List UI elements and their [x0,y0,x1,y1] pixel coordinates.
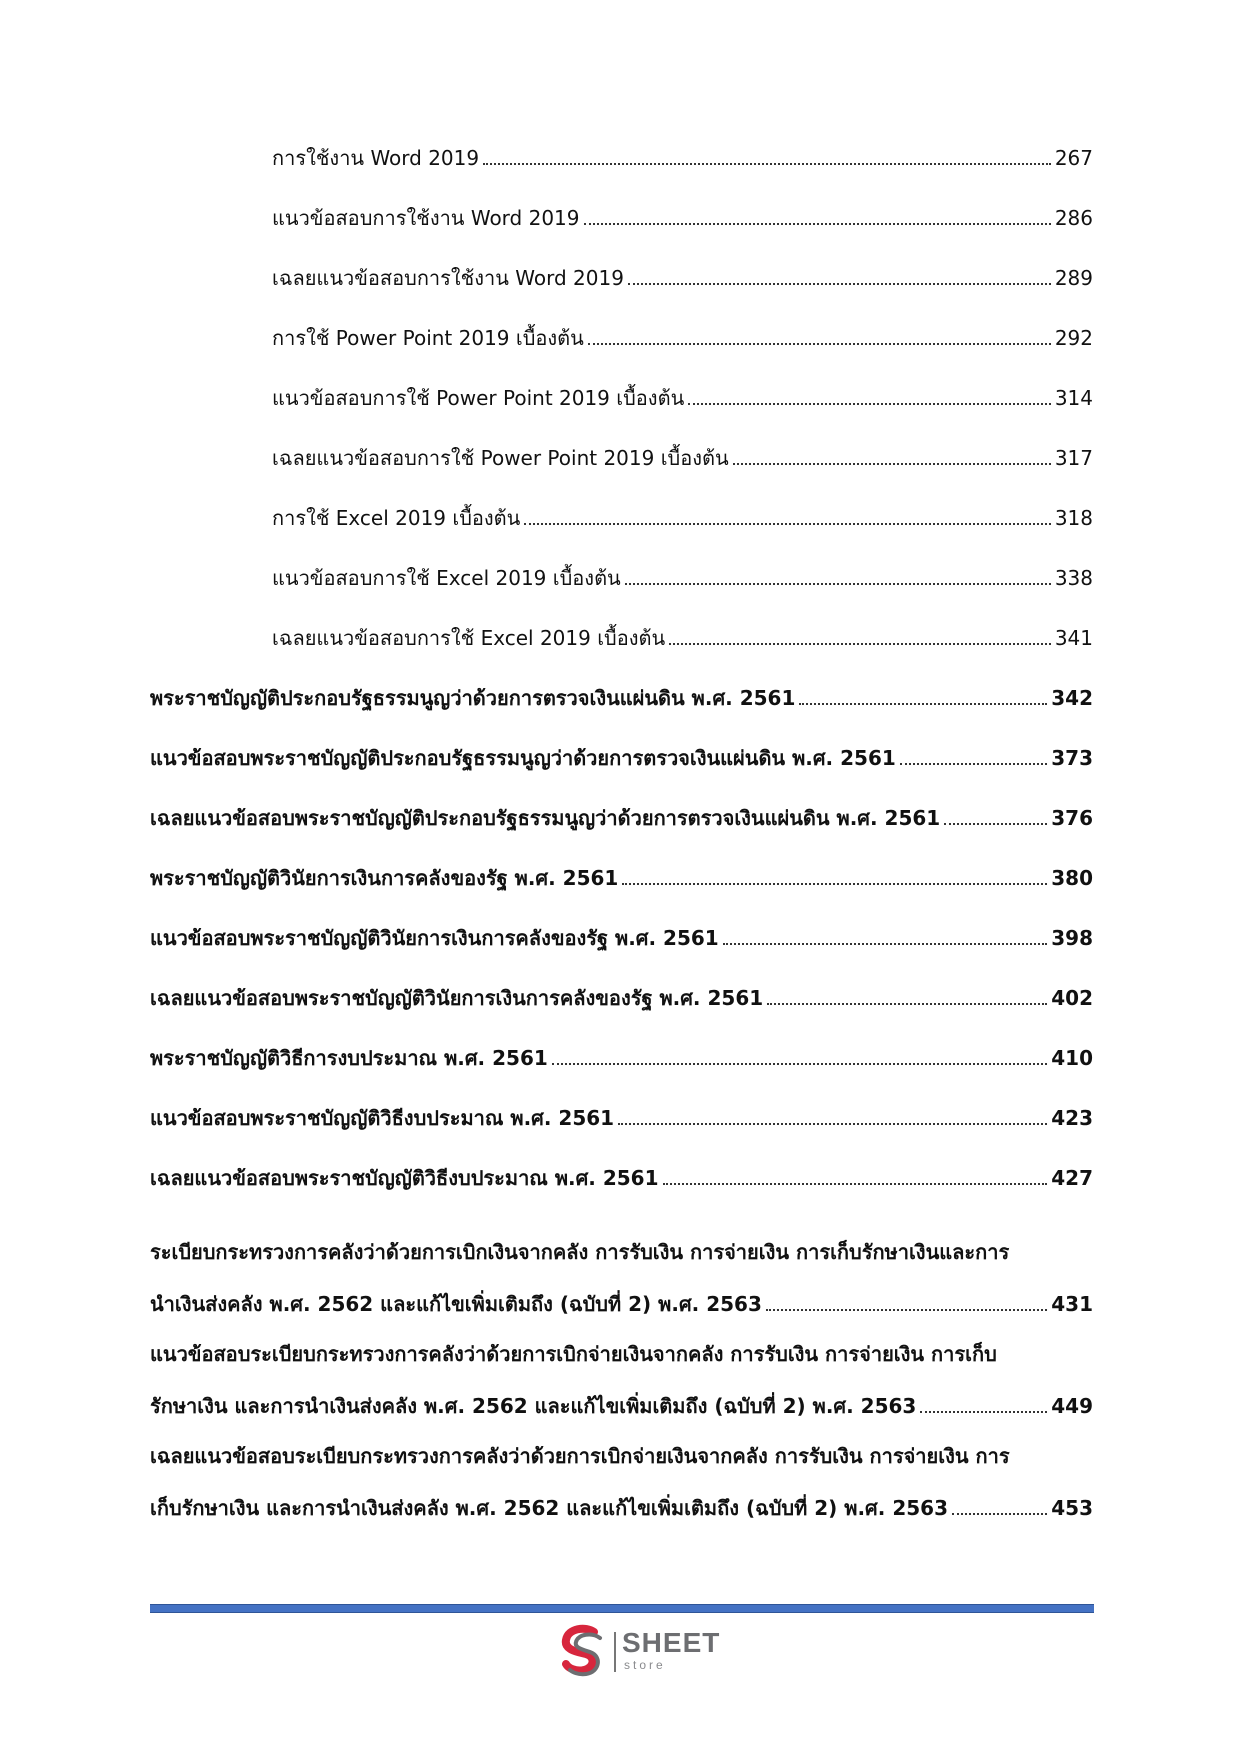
toc-entry-page: 380 [1051,866,1093,890]
toc-entry-page: 292 [1054,326,1093,350]
dot-leader [920,1411,1047,1413]
toc-entry[interactable] [150,1046,1093,1070]
sheet-store-logo [556,1624,736,1682]
toc-entry-title: พระราชบัญญัติประกอบรัฐธรรมนูญว่าด้วยการตรวจเงินแผ่นดิน พ.ศ. 2561 [150,686,796,710]
toc-entry[interactable] [150,1240,1093,1316]
toc-entry[interactable] [150,1444,1093,1520]
toc-entry-page: 267 [1054,146,1093,170]
dot-leader [767,1003,1047,1005]
toc-entry[interactable] [150,926,1093,950]
toc-entry-title: นำเงินส่งคลัง พ.ศ. 2562 และแก้ไขเพิ่มเติมถึง (ฉบับที่ 2) พ.ศ. 2563 [150,1292,762,1316]
dot-leader [944,823,1047,825]
toc-entry-page: 338 [1054,566,1093,590]
toc-entry-title: รักษาเงิน และการนำเงินส่งคลัง พ.ศ. 2562 และแก้ไขเพิ่มเติมถึง (ฉบับที่ 2) พ.ศ. 2563 [150,1394,917,1418]
toc-entry-title: แนวข้อสอบพระราชบัญญัติวินัยการเงินการคลังของรัฐ พ.ศ. 2561 [150,926,719,950]
dot-leader [524,523,1050,525]
toc-entry[interactable] [150,746,1093,770]
toc-entry-title: แนวข้อสอบระเบียบกระทรวงการคลังว่าด้วยการเบิกจ่ายเงินจากคลัง การรับเงิน การจ่ายเงิน การเก็บ [150,1342,997,1366]
toc-entry[interactable] [150,1342,1093,1418]
toc-entry-page: 427 [1051,1166,1093,1190]
toc-entry-title: การใช้ Excel 2019 เบื้องต้น [272,506,521,530]
toc-entry-page: 289 [1054,266,1093,290]
toc-entry-page: 342 [1051,686,1093,710]
dot-leader [588,343,1051,345]
toc-entry[interactable] [150,866,1093,890]
toc-entry-page: 341 [1054,626,1093,650]
toc-entry-title: แนวข้อสอบการใช้ Excel 2019 เบื้องต้น [272,566,621,590]
dot-leader [952,1513,1047,1515]
toc-entry-title: เฉลยแนวข้อสอบพระราชบัญญัติวินัยการเงินการคลังของรัฐ พ.ศ. 2561 [150,986,764,1010]
toc-entry[interactable] [272,446,1093,470]
dot-leader [688,403,1051,405]
toc-entry-page: 453 [1051,1496,1093,1520]
toc-entry-title: แนวข้อสอบการใช้ Power Point 2019 เบื้องต้น [272,386,685,410]
toc-entry-title: การใช้งาน Word 2019 [272,146,480,170]
toc-entry-title: พระราชบัญญัติวินัยการเงินการคลังของรัฐ พ.ศ. 2561 [150,866,619,890]
logo-wordmark: SHEET [622,1627,721,1658]
toc-entry-title: เฉลยแนวข้อสอบพระราชบัญญัติประกอบรัฐธรรมนูญว่าด้วยการตรวจเงินแผ่นดิน พ.ศ. 2561 [150,806,941,830]
toc-entry-title: การใช้ Power Point 2019 เบื้องต้น [272,326,584,350]
toc-entry-title: พระราชบัญญัติวิธีการงบประมาณ พ.ศ. 2561 [150,1046,548,1070]
toc-entry[interactable] [150,1166,1093,1190]
logo-divider [614,1632,616,1672]
toc-entry[interactable] [272,326,1093,350]
toc-entry-title: เฉลยแนวข้อสอบการใช้ Power Point 2019 เบื้องต้น [272,446,729,470]
dot-leader [483,163,1051,165]
dot-leader [900,763,1047,765]
dot-leader [628,283,1051,285]
toc-entry-page: 318 [1054,506,1093,530]
dot-leader [663,1183,1048,1185]
toc-entry-page: 373 [1051,746,1093,770]
toc-entry-page: 410 [1051,1046,1093,1070]
toc-entry[interactable] [272,626,1093,650]
dot-leader [584,223,1051,225]
toc-entry-page: 423 [1051,1106,1093,1130]
toc-entry-title: เฉลยแนวข้อสอบระเบียบกระทรวงการคลังว่าด้วยการเบิกจ่ายเงินจากคลัง การรับเงิน การจ่ายเงิน การ [150,1444,1010,1468]
toc-entry-title: เก็บรักษาเงิน และการนำเงินส่งคลัง พ.ศ. 2562 และแก้ไขเพิ่มเติมถึง (ฉบับที่ 2) พ.ศ. 2563 [150,1496,948,1520]
toc-entry[interactable] [272,566,1093,590]
toc-entry-page: 402 [1051,986,1093,1010]
dot-leader [625,583,1051,585]
toc-entry-title: เฉลยแนวข้อสอบการใช้ Excel 2019 เบื้องต้น [272,626,666,650]
toc-entry-page: 449 [1051,1394,1093,1418]
toc-entry[interactable] [272,146,1093,170]
dot-leader [733,463,1051,465]
toc-entry-title: แนวข้อสอบการใช้งาน Word 2019 [272,206,580,230]
dot-leader [799,703,1047,705]
dot-leader [723,943,1048,945]
toc-entry-page: 398 [1051,926,1093,950]
sheet-logo-icon [556,1624,608,1678]
dot-leader [669,643,1051,645]
toc-entry[interactable] [150,806,1093,830]
footer-rule [150,1604,1094,1613]
logo-subtext: store [624,1658,666,1672]
toc-entry-title: ระเบียบกระทรวงการคลังว่าด้วยการเบิกเงินจากคลัง การรับเงิน การจ่ายเงิน การเก็บรักษาเงินและการ [150,1240,1010,1264]
toc-entry-title: เฉลยแนวข้อสอบพระราชบัญญัติวิธีงบประมาณ พ.ศ. 2561 [150,1166,659,1190]
dot-leader [552,1063,1047,1065]
toc-entry-page: 431 [1051,1292,1093,1316]
dot-leader [618,1123,1047,1125]
toc-entry[interactable] [272,506,1093,530]
dot-leader [622,883,1047,885]
toc-entry-title: แนวข้อสอบพระราชบัญญัติวิธีงบประมาณ พ.ศ. 2561 [150,1106,615,1130]
toc-entry[interactable] [272,386,1093,410]
toc-entry[interactable] [272,206,1093,230]
toc-entry-page: 314 [1054,386,1093,410]
dot-leader [766,1309,1047,1311]
toc-entry-page: 317 [1054,446,1093,470]
toc-entry[interactable] [150,986,1093,1010]
toc-entry-title: แนวข้อสอบพระราชบัญญัติประกอบรัฐธรรมนูญว่าด้วยการตรวจเงินแผ่นดิน พ.ศ. 2561 [150,746,896,770]
toc-entry[interactable] [150,686,1093,710]
toc-entry-title: เฉลยแนวข้อสอบการใช้งาน Word 2019 [272,266,624,290]
toc-entry-page: 376 [1051,806,1093,830]
toc-entry[interactable] [150,1106,1093,1130]
toc-entry[interactable] [272,266,1093,290]
toc-entry-page: 286 [1054,206,1093,230]
